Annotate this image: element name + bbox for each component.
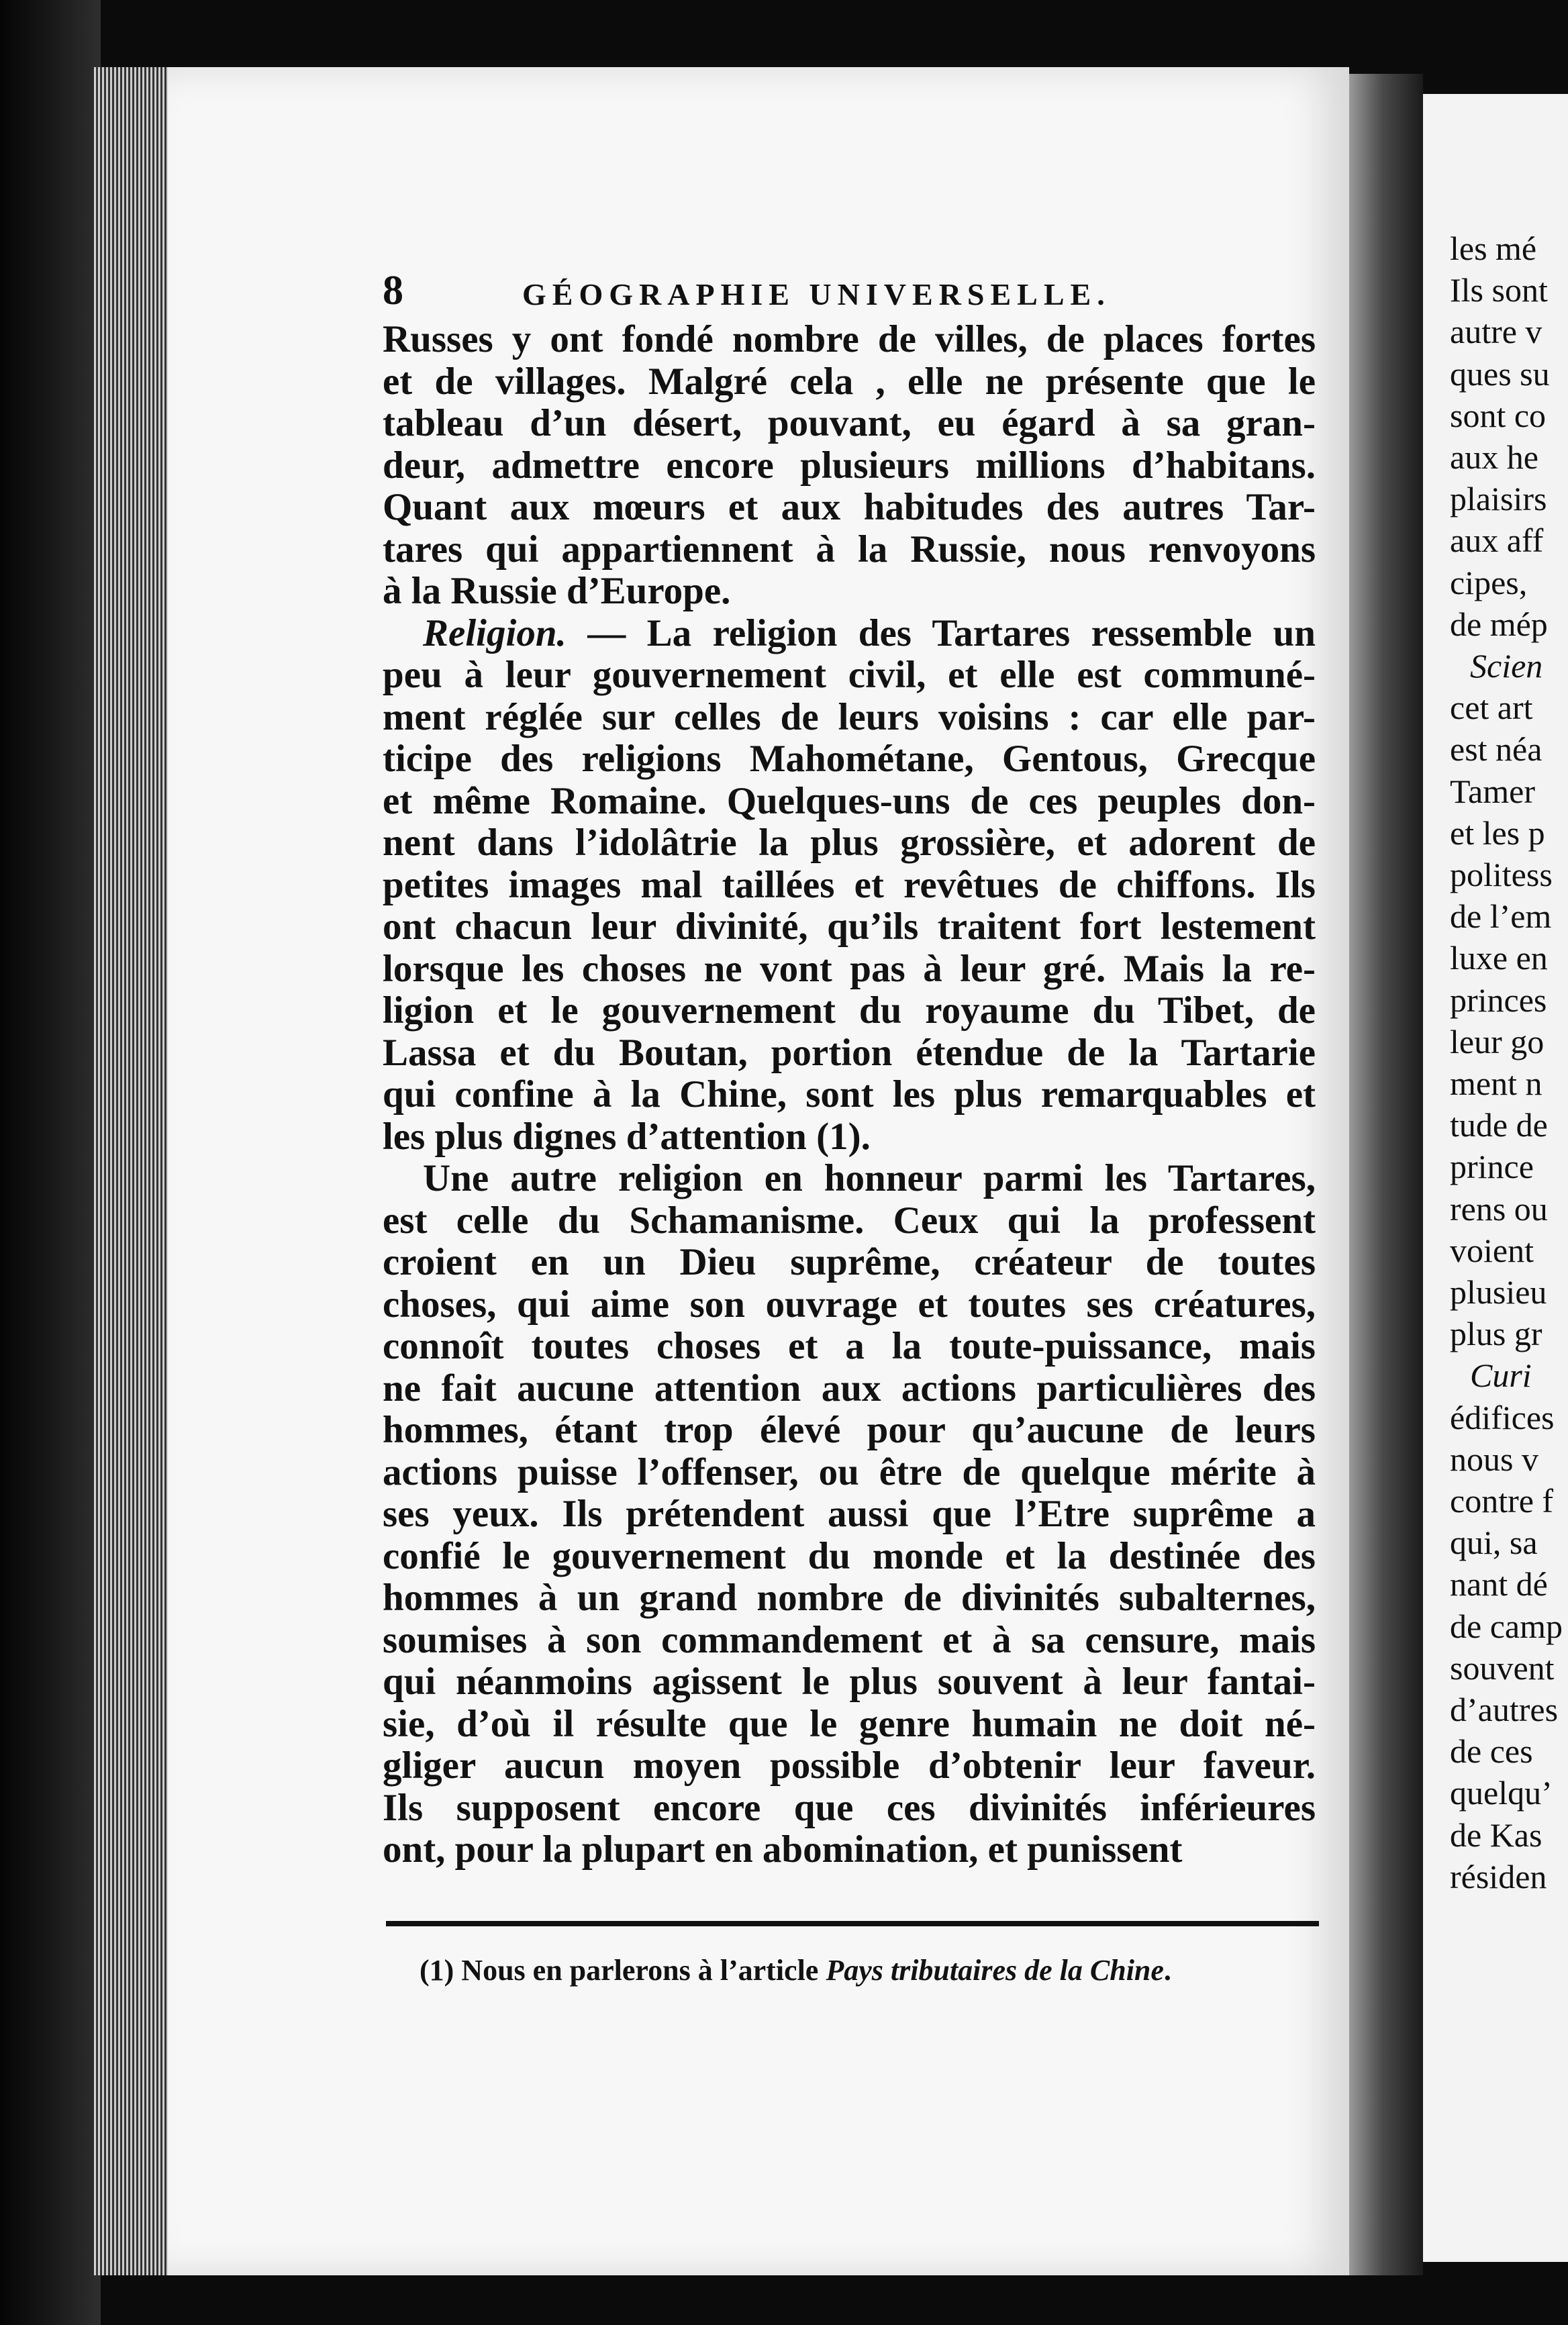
facing-page-line: plaisirs	[1450, 480, 1547, 518]
text-line: confié le gouvernement du monde et la destinée des	[383, 1535, 1316, 1577]
facing-page-line: plusieu	[1450, 1273, 1547, 1311]
gutter-shadow	[1349, 74, 1423, 2275]
facing-page-line: Scien	[1470, 647, 1543, 685]
facing-page-line: rens ou	[1450, 1189, 1548, 1228]
facing-page-line: luxe en	[1450, 939, 1548, 977]
facing-page-line: de camp	[1450, 1607, 1563, 1645]
facing-page-line: nous v	[1450, 1440, 1538, 1478]
facing-page-line: plus gr	[1450, 1315, 1542, 1353]
facing-page-line: de Kas	[1450, 1816, 1542, 1854]
text-line: tares qui appartiennent à la Russie, nous renvoyons	[383, 528, 1316, 571]
facing-page-line: tude de	[1450, 1106, 1548, 1144]
text-line	[383, 613, 1316, 655]
text-line: ont, pour la plupart en abomination, et punissent	[383, 1829, 1183, 1871]
footnote-rule	[386, 1921, 1319, 1926]
text-line: ont chacun leur divinité, qu’ils traitent fort lestement	[383, 906, 1316, 948]
text-line: lorsque les choses ne vont pas à leur gré. Mais la re-	[383, 948, 1316, 990]
text-line: ment réglée sur celles de leurs voisins : car elle par-	[383, 696, 1316, 738]
facing-page-line: prince	[1450, 1148, 1534, 1186]
facing-page-line: sont co	[1450, 396, 1547, 434]
page-edges	[94, 67, 168, 2275]
facing-page-line: les mé	[1450, 230, 1537, 267]
footnote-prefix: (1) Nous en parlerons à l’article	[420, 1954, 826, 1987]
section-heading: Religion.	[423, 612, 588, 654]
facing-page-line: est néa	[1450, 730, 1542, 769]
facing-page-line: princes	[1450, 981, 1547, 1019]
text-line: deur, admettre encore plusieurs millions d’habitans.	[383, 444, 1316, 487]
facing-page-line: Ils sont	[1450, 271, 1548, 309]
facing-page-line: ment n	[1450, 1065, 1542, 1102]
facing-page-line: résiden	[1450, 1857, 1547, 1895]
text-line: et de villages. Malgré cela , elle ne présente que le	[383, 360, 1316, 403]
text-line: Lassa et du Boutan, portion étendue de la Tartarie	[383, 1032, 1316, 1074]
text-line: ligion et le gouvernement du royaume du Tibet, de	[383, 990, 1316, 1032]
text-line: Russes y ont fondé nombre de villes, de places fortes	[383, 319, 1316, 360]
facing-page-line: cipes,	[1450, 563, 1528, 601]
text-line: tableau d’un désert, pouvant, eu égard à sa gran-	[383, 403, 1316, 444]
text-line: qui confine à la Chine, sont les plus remarquables et	[383, 1074, 1316, 1116]
text-line: petites images mal taillées et revêtues de chiffons. Ils	[383, 864, 1316, 906]
text-line: et même Romaine. Quelques-uns de ces peuples don-	[383, 780, 1316, 822]
facing-page-line: aux aff	[1450, 522, 1544, 560]
facing-page-line: de ces	[1450, 1732, 1533, 1771]
facing-page-line: contre f	[1450, 1482, 1554, 1520]
facing-page-line: de l’em	[1450, 897, 1552, 936]
text-line: à la Russie d’Europe.	[383, 571, 731, 612]
text-line: peu à leur gouvernement civil, et elle est communé-	[383, 654, 1316, 696]
facing-page-line: autre v	[1450, 313, 1542, 351]
facing-page-line: voient	[1450, 1231, 1534, 1269]
text-line: gliger aucun moyen possible d’obtenir leur faveur.	[383, 1745, 1316, 1787]
facing-page-line: édifices	[1450, 1398, 1555, 1436]
text-line: est celle du Schamanisme. Ceux qui la professent	[383, 1199, 1316, 1242]
text-line: les plus dignes d’attention (1).	[383, 1116, 871, 1158]
text-line-content: — La religion des Tartares ressemble un	[587, 612, 1316, 654]
text-line: sie, d’où il résulte que le genre humain ne doit né-	[383, 1703, 1316, 1745]
text-line: ses yeux. Ils prétendent aussi que l’Etre suprême a	[383, 1493, 1316, 1535]
facing-page-line: nant dé	[1450, 1565, 1548, 1603]
text-line: Une autre religion en honneur parmi les Tartares,	[423, 1158, 1316, 1199]
text-line: ne fait aucune attention aux actions particulières des	[383, 1367, 1316, 1409]
footnote	[420, 1953, 1171, 1987]
body-text	[383, 319, 1316, 1871]
text-line: ticipe des religions Mahométane, Gentous, Grecque	[383, 738, 1316, 780]
facing-page-line: d’autres	[1450, 1691, 1559, 1728]
facing-page-line: aux he	[1450, 438, 1538, 476]
facing-page-line: ques su	[1450, 354, 1550, 393]
book-spine	[0, 0, 101, 2325]
facing-page-line: souvent	[1450, 1648, 1555, 1687]
facing-page-line: politess	[1450, 856, 1553, 893]
text-line: Quant aux mœurs et aux habitudes des autres Tar-	[383, 487, 1316, 528]
facing-page-line: quelqu’	[1450, 1774, 1553, 1812]
running-header	[342, 267, 1322, 314]
text-line: connoît toutes choses et a la toute-puissance, mais	[383, 1326, 1316, 1367]
text-line: nent dans l’idolâtrie la plus grossière, et adorent de	[383, 822, 1316, 864]
page-number: 8	[383, 268, 403, 313]
facing-page-line: qui, sa	[1450, 1524, 1538, 1562]
text-line: Ils supposent encore que ces divinités inférieures	[383, 1787, 1316, 1829]
facing-page-line: Tamer	[1450, 772, 1535, 810]
text-line: hommes, étant trop élevé pour qu’aucune de leurs	[383, 1409, 1316, 1451]
text-line: actions puisse l’offenser, ou être de quelque mérite à	[383, 1451, 1316, 1493]
facing-page-line: et les p	[1450, 813, 1545, 852]
text-line: hommes à un grand nombre de divinités subalternes,	[383, 1577, 1316, 1619]
text-line: soumises à son commandement et à sa censure, mais	[383, 1619, 1316, 1661]
running-title: GÉOGRAPHIE UNIVERSELLE.	[522, 277, 1111, 311]
facing-page-line: Curi	[1470, 1356, 1532, 1395]
footnote-suffix: .	[1163, 1954, 1171, 1987]
text-line: choses, qui aime son ouvrage et toutes ses créatures,	[383, 1283, 1316, 1326]
footnote-italic: Pays tributaires de la Chine	[826, 1954, 1164, 1987]
facing-page-line: cet art	[1450, 689, 1533, 727]
facing-page	[1423, 94, 1568, 2262]
facing-page-line: de mép	[1450, 605, 1548, 643]
facing-page-line: leur go	[1450, 1022, 1545, 1060]
text-line: croient en un Dieu suprême, créateur de toutes	[383, 1242, 1316, 1283]
text-line: qui néanmoins agissent le plus souvent à leur fantai-	[383, 1661, 1316, 1703]
